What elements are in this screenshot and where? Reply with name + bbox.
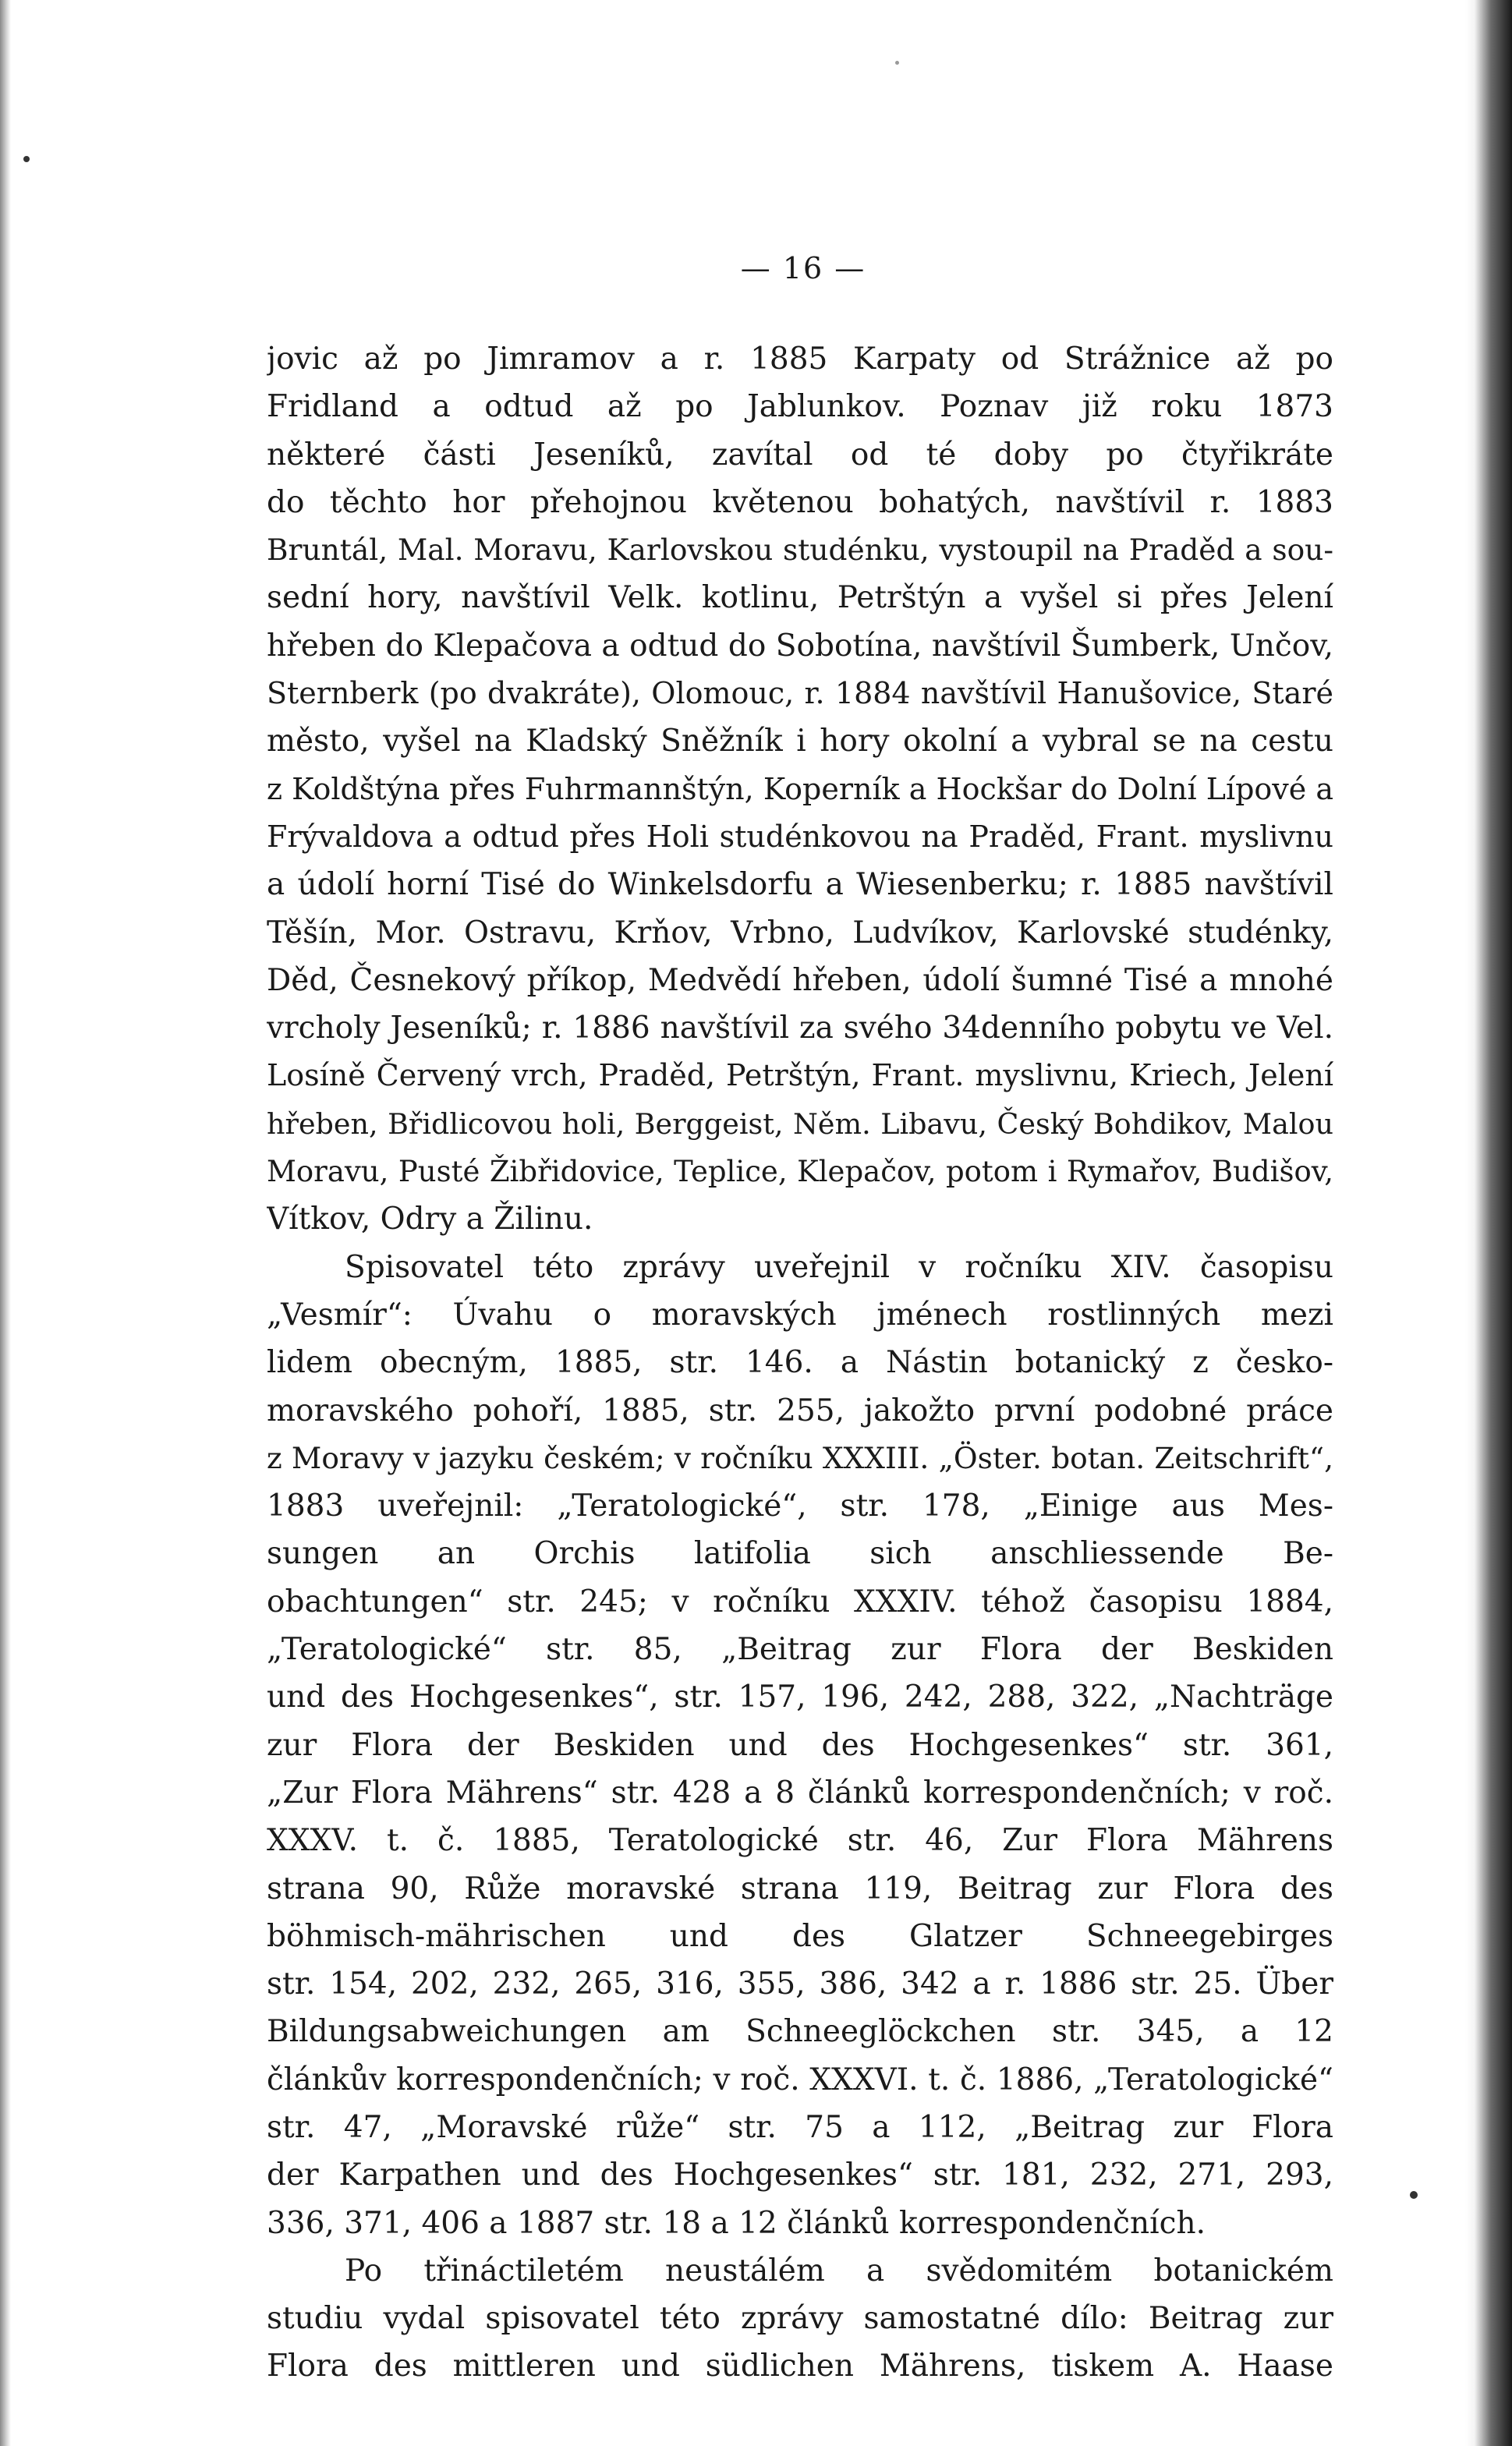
text-line: obachtungen“ str. 245; v ročníku XXXIV. téhož časopisu 1884, [267, 1584, 1333, 1619]
text-line: Těšín, Mor. Ostravu, Krňov, Vrbno, Ludvíkov, Karlovské studénky, [267, 915, 1333, 950]
text-line: „Vesmír“: Úvahu o moravských jménech rostlinných mezi [267, 1297, 1333, 1333]
text-line: Děd, Česnekový příkop, Medvědí hřeben, údolí šumné Tisé a mnohé [267, 962, 1333, 998]
text-line: Sternberk (po dvakráte), Olomouc, r. 1884 navštívil Hanušovice, Staré [267, 676, 1333, 711]
text-line: Losíně Červený vrch, Praděd, Petrštýn, Frant. myslivnu, Kriech, Jelení [267, 1058, 1333, 1093]
text-line: Moravu, Pusté Žibřidovice, Teplice, Klepačov, potom i Rymařov, Budišov, [267, 1155, 1333, 1189]
text-line: Frývaldova a odtud přes Holi studénkovou na Praděd, Frant. myslivnu [267, 819, 1333, 854]
text-line: 1883 uveřejnil: „Teratologické“, str. 178, „Einige aus Mes- [267, 1488, 1333, 1524]
text-line: z Koldštýna přes Fuhrmannštýn, Koperník a Hockšar do Dolní Lípové a [267, 771, 1333, 806]
text-line: str. 154, 202, 232, 265, 316, 355, 386, 342 a r. 1886 str. 25. Über [267, 1966, 1333, 2002]
body-text [267, 335, 1333, 2391]
text-line: XXXV. t. č. 1885, Teratologické str. 46, Zur Flora Mährens [267, 1823, 1333, 1859]
text-line: hřeben do Klepačova a odtud do Sobotína, navštívil Šumberk, Unčov, [267, 628, 1333, 664]
text-line: jovic až po Jimramov a r. 1885 Karpaty od Strážnice až po [267, 342, 1333, 377]
text-line: Po třináctiletém neustálém a svědomitém botanickém [345, 2253, 1333, 2288]
text-line: der Karpathen und des Hochgesenkes“ str. 181, 232, 271, 293, [267, 2158, 1333, 2193]
text-line: „Zur Flora Mährens“ str. 428 a 8 článků korrespondenčních; v roč. [267, 1775, 1333, 1811]
text-line: böhmisch-mährischen und des Glatzer Schneegebirges [267, 1918, 1333, 1954]
text-line: sungen an Orchis latifolia sich anschliessende Be- [267, 1536, 1333, 1572]
scan-left-edge [0, 0, 11, 2446]
paragraph-2 [267, 1244, 1333, 2247]
text-line: z Moravy v jazyku českém; v ročníku XXXIII. „Öster. botan. Zeitschrift“, [267, 1440, 1333, 1475]
scan-right-edge [1465, 0, 1512, 2446]
text-line: některé části Jeseníků, zavítal od té doby po čtyřikráte [267, 437, 1333, 473]
text-line: do těchto hor přehojnou květenou bohatých, navštívil r. 1883 [267, 484, 1333, 520]
text-line: zur Flora der Beskiden und des Hochgesenkes“ str. 361, [267, 1727, 1333, 1763]
text-line: a údolí horní Tisé do Winkelsdorfu a Wiesenberku; r. 1885 navštívil [267, 867, 1333, 903]
paragraph-3 [267, 2247, 1333, 2391]
text-line: Vítkov, Odry a Žilinu. [267, 1202, 593, 1237]
text-line: und des Hochgesenkes“, str. 157, 196, 242, 288, 322, „Nachträge [267, 1680, 1333, 1715]
page-number: — 16 — [740, 251, 866, 285]
text-line: Bruntál, Mal. Moravu, Karlovskou studénku, vystoupil na Praděd a sou- [267, 533, 1333, 568]
text-line: sední hory, navštívil Velk. kotlinu, Petrštýn a vyšel si přes Jelení [267, 580, 1333, 616]
text-line: moravského pohoří, 1885, str. 255, jakožto první podobné práce [267, 1393, 1333, 1428]
scan-speck [23, 156, 30, 162]
text-line: vrcholy Jeseníků; r. 1886 navštívil za svého 34denního pobytu ve Vel. [267, 1011, 1333, 1046]
text-line: studiu vydal spisovatel této zprávy samostatné dílo: Beitrag zur [267, 2301, 1333, 2337]
scan-speck [1410, 2191, 1418, 2199]
text-line: Fridland a odtud až po Jablunkov. Poznav již roku 1873 [267, 389, 1333, 425]
text-line: 336, 371, 406 a 1887 str. 18 a 12 článků korrespondenčních. [267, 2205, 1206, 2241]
text-line: Bildungsabweichungen am Schneeglöckchen str. 345, a 12 [267, 2014, 1333, 2050]
text-line: město, vyšel na Kladský Sněžník i hory okolní a vybral se na cestu [267, 724, 1333, 759]
text-line: strana 90, Růže moravské strana 119, Beitrag zur Flora des [267, 1871, 1333, 1906]
paragraph-1 [267, 335, 1333, 1244]
text-line: Flora des mittleren und südlichen Mährens, tiskem A. Haase [267, 2349, 1333, 2384]
text-line: lidem obecným, 1885, str. 146. a Nástin botanický z česko- [267, 1345, 1333, 1381]
text-line: „Teratologické“ str. 85, „Beitrag zur Flora der Beskiden [267, 1632, 1333, 1668]
text-line: str. 47, „Moravské růže“ str. 75 a 112, „Beitrag zur Flora [267, 2109, 1333, 2145]
text-line: Spisovatel této zprávy uveřejnil v ročníku XIV. časopisu [345, 1249, 1333, 1285]
text-line: článkův korrespondenčních; v roč. XXXVI. t. č. 1886, „Teratologické“ [267, 2062, 1333, 2097]
text-line: hřeben, Břidlicovou holi, Berggeist, Něm. Libavu, Český Bohdikov, Malou [267, 1106, 1333, 1141]
scan-speck [895, 61, 899, 65]
